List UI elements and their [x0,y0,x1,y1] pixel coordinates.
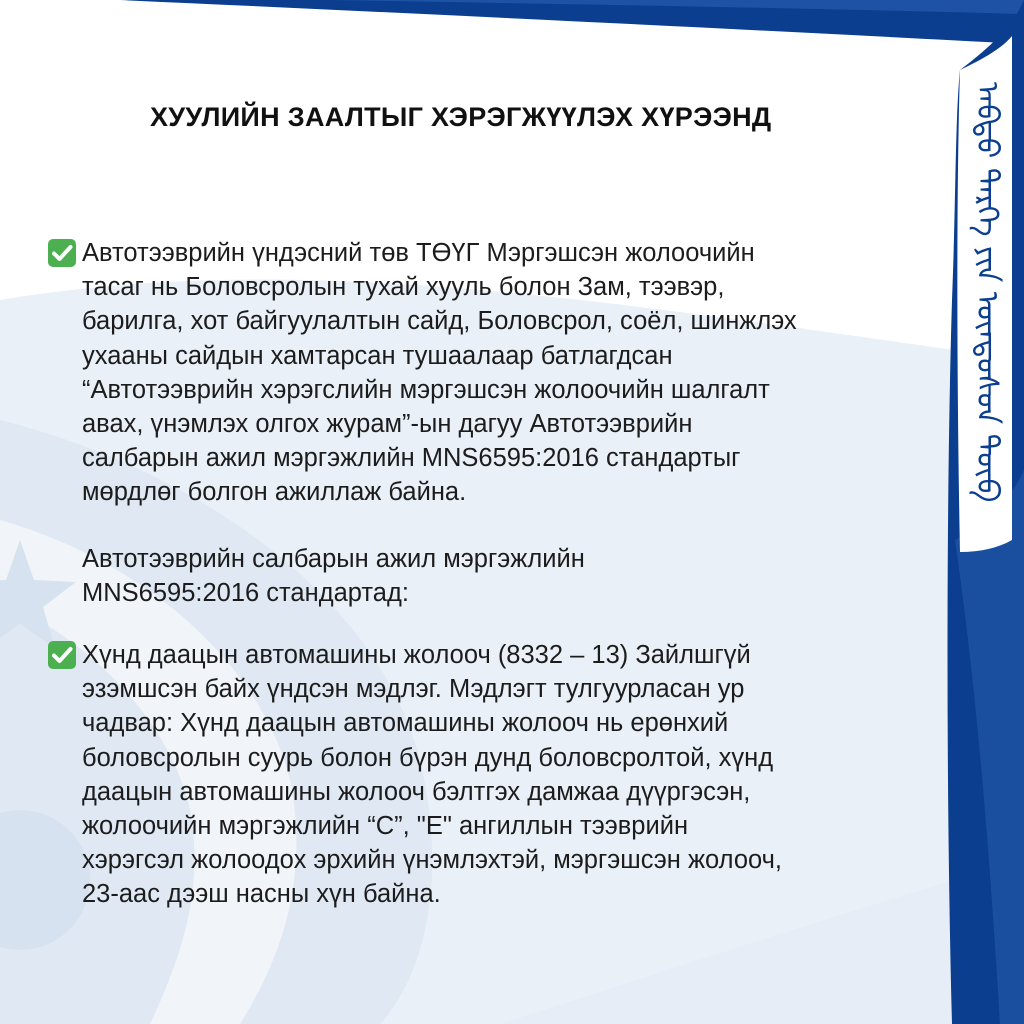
paragraph-line: чадвар: Хүнд даацын автомашины жолооч нь ерөнхий [82,709,729,738]
paragraph-standard-intro [48,542,968,610]
paragraph-line: даацын автомашины жолооч бэлтгэх дамжаа дүүргэсэн, [82,777,751,806]
paragraph-line: Хүнд даацын автомашины жолооч (8332 – 13) Зайлшгүй [82,641,751,669]
paragraph-line: салбарын ажил мэргэжлийн MNS6595:2016 стандартыг [82,444,741,473]
paragraph-line: барилга, хот байгуулалтын сайд, Боловсрол, соёл, шинжлэх [82,307,797,336]
paragraph-line: эзэмшсэн байх үндсэн мэдлэг. Мэдлэгт тулгуурласан ур [82,675,745,704]
paragraph-line: мөрдлөг болгон ажиллаж байна. [82,478,467,507]
paragraph-line: Автотээврийн салбарын ажил мэргэжлийн [82,545,585,573]
paragraph-driver-requirements [48,638,968,912]
check-mark-button-icon [48,239,76,267]
mongolian-script-text: ᠠᠪᠲᠣ ᠲᠡᠷᠭᠡ ᠶᠢᠨ ᠦᠨᠳᠦᠰᠦᠨ ᠲᠥᠪ [969,81,1005,503]
paragraph-line: жолоочийн мэргэжлийн “С”, "Е" ангиллын тээврийн [82,812,689,841]
paragraph-line: тасаг нь Боловсролын тухай хууль болон Зам, тээвэр, [82,273,725,302]
paragraph-line: 23-аас дээш насны хүн байна. [82,880,441,909]
paragraph-line: Автотээврийн үндэсний төв ТӨҮГ Мэргэшсэн жолоочийн [82,239,755,267]
paragraph-line: “Автотээврийн хэрэгслийн мэргэшсэн жолоочийн шалгалт [82,375,770,404]
paragraph-text [48,542,968,610]
paragraph-line: ухааны сайдын хамтарсан тушаалаар батлагдсан [82,341,673,370]
check-mark-button-icon [48,641,76,669]
mongolian-script-logo [966,62,1008,522]
paragraph-line: авах, үнэмлэх олгох журам”-ын дагуу Автотээврийн [82,410,693,439]
paragraph-legal-basis [48,236,968,510]
paragraph-line: MNS6595:2016 стандартад: [82,579,409,608]
paragraph-text [48,236,968,510]
paragraph-text [48,638,968,912]
paragraph-line: боловсролын суурь болон бүрэн дунд боловсролтой, хүнд [82,743,774,772]
page-title: ХУУЛИЙН ЗААЛТЫГ ХЭРЭГЖҮҮЛЭХ ХҮРЭЭНД [150,102,772,132]
paragraph-line: хэрэгсэл жолоодох эрхийн үнэмлэхтэй, мэргэшсэн жолооч, [82,846,782,875]
